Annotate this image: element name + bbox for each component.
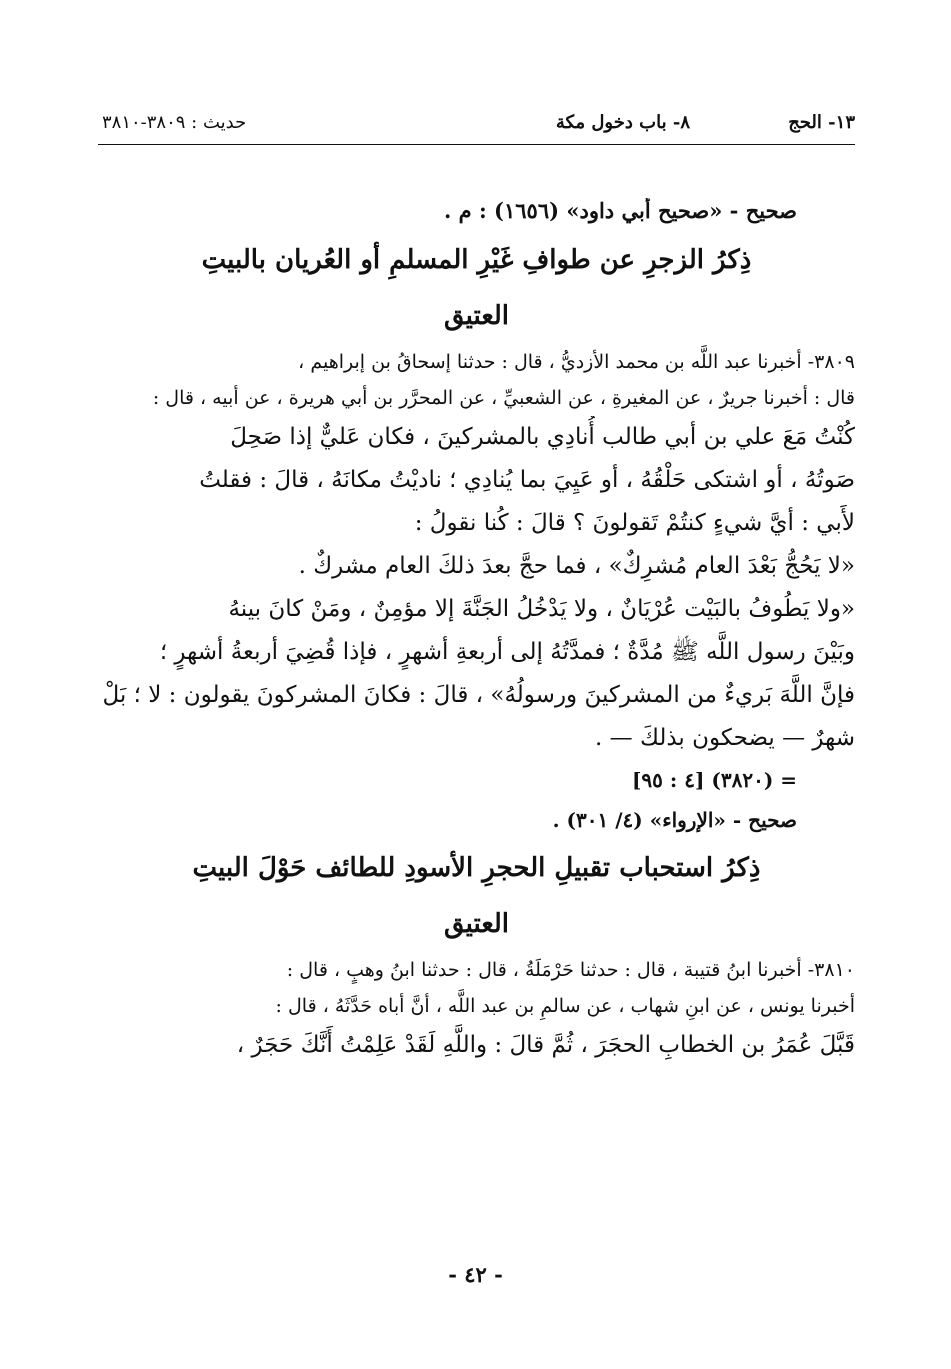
- hadith-text-line: لأَبي : أيَّ شيءٍ كنتُمْ تَقولونَ ؟ قالَ : كُنا نقولُ :: [414, 510, 855, 536]
- running-header: [98, 104, 855, 145]
- hadith-text-line: «لا يَحُجُّ بَعْدَ العام مُشرِكٌ» ، فما حجَّ بعدَ ذلكَ العام مشركٌ .: [298, 553, 855, 579]
- hadith-text-line: «ولا يَطُوفُ بالبَيْت عُرْيَانٌ ، ولا يَدْخُلُ الجَنَّةَ إلا مؤمِنٌ ، ومَنْ كانَ بينهُ: [228, 596, 855, 622]
- isnad-line: ٣٨٠٩- أخبرنا عبد اللَّه بن محمد الأزديُّ ، قال : حدثنا إسحاقُ بن إبراهيم ،: [298, 351, 855, 373]
- header-hadith-range: حديث : ٣٨٠٩-٣٨١٠: [102, 112, 247, 133]
- section-heading: ذِكرُ الزجرِ عن طوافِ غَيْرِ المسلمِ أو العُريان بالبيتِ: [201, 245, 752, 275]
- reference-line: = (٣٨٢٠) [٤ : ٩٥]: [631, 768, 797, 792]
- header-section: ٨- باب دخول مكة: [555, 112, 690, 133]
- hadith-text-line: فإنَّ اللَّهَ بَريءٌ من المشركينَ ورسولُهُ» ، قالَ : فكانَ المشركونَ يقولون : لا ؛ بَلْ: [102, 682, 855, 708]
- section-heading: العتيق: [443, 301, 510, 331]
- reference-line: صحيح - «الإرواء» (٤/ ٣٠١) .: [552, 808, 797, 832]
- page-number: - ٤٢ -: [448, 1262, 503, 1287]
- isnad-line: أخبرنا يونس ، عن ابنِ شهاب ، عن سالمِ بن عبد اللَّه ، أنَّ أباه حَدَّثَهُ ، قال :: [275, 995, 855, 1017]
- hadith-text-line: وبَيْنَ رسول اللَّه ﷺ مُدَّةٌ ؛ فمدَّتُهُ إلى أربعةِ أشهرٍ ، فإذا قُضِيَ أربعةُ أشهرٍ ؛: [159, 639, 855, 665]
- isnad-line: قال : أخبرنا جريرٌ ، عن المغيرةِ ، عن الشعبيِّ ، عن المحرَّر بن أبي هريرة ، عن أبيه ، قال :: [152, 387, 855, 409]
- hadith-text-line: شهرٌ — يضحكون بذلكَ — .: [595, 725, 855, 751]
- header-chapter: ١٣- الحج: [788, 112, 855, 133]
- hadith-text-line: كُنْتُ مَعَ علي بن أبي طالب أُنادِي بالمشركينَ ، فكان عَليٌّ إذا صَحِلَ: [230, 424, 855, 450]
- hadith-text-line: قَبَّلَ عُمَرُ بن الخطابِ الحجَرَ ، ثُمَّ قالَ : واللَّهِ لَقَدْ عَلِمْتُ أَنَّكَ حَجَرٌ ،: [236, 1032, 855, 1058]
- grading-line: صحيح - «صحيح أبي داود» (١٦٥٦) : م .: [444, 198, 797, 223]
- hadith-text-line: صَوتُهُ ، أو اشتكى حَلْقُهُ ، أو عَيِيَ بما يُنادِي ؛ ناديْتُ مكانَهُ ، قالَ : فقلتُ: [199, 467, 855, 493]
- section-heading: العتيق: [443, 909, 510, 939]
- section-heading: ذِكرُ استحباب تقبيلِ الحجرِ الأسودِ للطائف حَوْلَ البيتِ: [192, 853, 761, 883]
- page-body: [98, 190, 855, 1067]
- isnad-line: ٣٨١٠- أخبرنا ابنُ قتيبة ، قال : حدثنا حَرْمَلَةُ ، قال : حدثنا ابنُ وهبٍ ، قال :: [286, 959, 855, 981]
